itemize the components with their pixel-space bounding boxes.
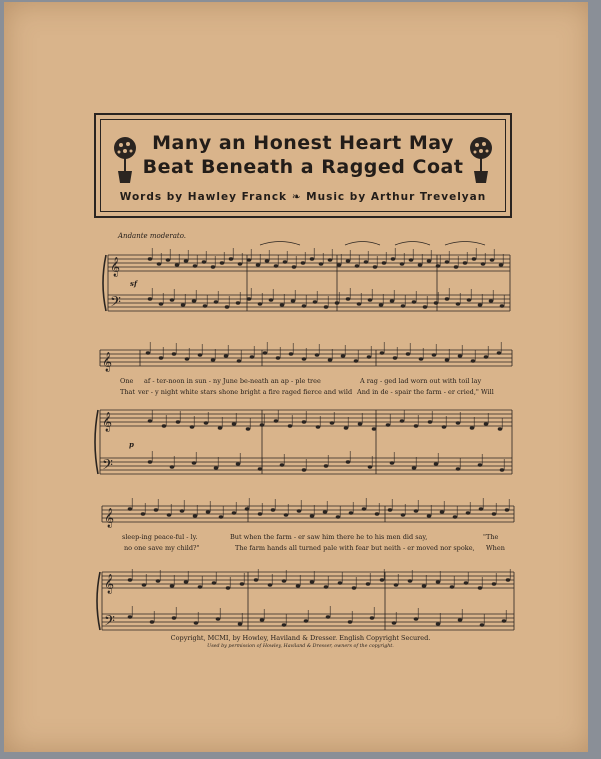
staff-brace: [95, 410, 98, 474]
note: [284, 513, 289, 516]
note: [484, 355, 489, 358]
note: [302, 357, 307, 360]
note: [498, 427, 503, 430]
note: [392, 621, 397, 624]
bass-clef: 𝄢: [102, 457, 113, 477]
note: [412, 466, 417, 469]
note: [159, 356, 164, 359]
note: [467, 298, 472, 301]
lyric-verse1-pickup: One: [120, 377, 134, 385]
bass-clef: 𝄢: [104, 613, 115, 633]
note: [346, 460, 351, 463]
note: [128, 578, 133, 581]
note: [268, 583, 273, 586]
note: [260, 423, 265, 426]
note: [296, 584, 301, 587]
note: [258, 302, 263, 305]
note: [348, 620, 353, 623]
note: [232, 422, 237, 425]
note: [218, 426, 223, 429]
note: [170, 465, 175, 468]
note: [274, 419, 279, 422]
note: [380, 351, 385, 354]
note: [436, 622, 441, 625]
note: [315, 353, 320, 356]
dynamic-marking-p: p: [129, 440, 134, 449]
note: [324, 464, 329, 467]
note: [409, 258, 414, 261]
note: [219, 515, 224, 518]
note: [480, 623, 485, 626]
note: [214, 466, 219, 469]
note: [352, 586, 357, 589]
note: [324, 585, 329, 588]
note: [172, 616, 177, 619]
note: [502, 619, 507, 622]
note: [458, 618, 463, 621]
note: [500, 304, 505, 307]
note: [366, 582, 371, 585]
note: [432, 353, 437, 356]
note: [128, 507, 133, 510]
note: [373, 265, 378, 268]
lyric-verse2-line: The farm hands all turned pale with fear but neith - er moved nor spoke,: [235, 544, 475, 552]
note: [292, 265, 297, 268]
note: [211, 265, 216, 268]
note: [316, 425, 321, 428]
bass-clef: 𝄢: [110, 294, 121, 314]
note: [282, 623, 287, 626]
note: [288, 424, 293, 427]
note: [214, 300, 219, 303]
note: [229, 257, 234, 260]
note: [313, 300, 318, 303]
lyric-verse1-line: But when the farm - er saw him there he to his men did say,: [230, 533, 428, 541]
lyric-verse2-line: no one save my child?": [124, 544, 200, 552]
note: [456, 467, 461, 470]
note: [489, 299, 494, 302]
note: [226, 586, 231, 589]
note: [453, 515, 458, 518]
note: [176, 420, 181, 423]
note: [193, 514, 198, 517]
note: [224, 354, 229, 357]
note: [302, 468, 307, 471]
note: [388, 508, 393, 511]
copyright-notice: Copyright, MCMI, by Howley, Haviland & Dresser. English Copyright Secured.: [170, 634, 431, 642]
note: [180, 509, 185, 512]
note: [269, 298, 274, 301]
note: [170, 298, 175, 301]
note: [440, 510, 445, 513]
note: [456, 302, 461, 305]
note: [203, 304, 208, 307]
note: [326, 615, 331, 618]
note: [246, 427, 251, 430]
note: [391, 257, 396, 260]
note: [422, 584, 427, 587]
note: [142, 583, 147, 586]
note: [463, 261, 468, 264]
note: [400, 419, 405, 422]
slur: [445, 242, 485, 246]
note: [336, 515, 341, 518]
note: [466, 511, 471, 514]
note: [274, 264, 279, 267]
note: [344, 426, 349, 429]
note: [364, 260, 369, 263]
note: [478, 586, 483, 589]
note: [370, 616, 375, 619]
note: [159, 302, 164, 305]
note: [481, 262, 486, 265]
note: [346, 259, 351, 262]
note: [445, 297, 450, 300]
note: [211, 358, 216, 361]
note: [355, 264, 360, 267]
note: [304, 619, 309, 622]
note: [423, 305, 428, 308]
slur: [345, 242, 380, 246]
lyric-verse1-line: af - ter-noon in sun - ny June be-neath an ap - ple tree: [144, 377, 321, 385]
note: [194, 621, 199, 624]
note: [260, 618, 265, 621]
note: [358, 422, 363, 425]
note: [505, 508, 510, 511]
note: [193, 264, 198, 267]
note: [436, 264, 441, 267]
note: [406, 352, 411, 355]
lyric-verse2-pickup: That: [120, 388, 136, 396]
note: [212, 581, 217, 584]
treble-clef: 𝄞: [104, 574, 115, 594]
note: [472, 257, 477, 260]
note: [427, 514, 432, 517]
note: [291, 299, 296, 302]
note: [240, 582, 245, 585]
note: [442, 425, 447, 428]
note: [341, 354, 346, 357]
note: [328, 358, 333, 361]
note: [256, 263, 261, 266]
note: [499, 263, 504, 266]
note: [367, 355, 372, 358]
note: [280, 463, 285, 466]
note: [202, 260, 207, 263]
note: [414, 424, 419, 427]
note: [479, 507, 484, 510]
note: [236, 301, 241, 304]
note: [390, 299, 395, 302]
note: [497, 351, 502, 354]
note: [310, 257, 315, 260]
note: [263, 351, 268, 354]
note: [335, 301, 340, 304]
note: [323, 510, 328, 513]
note: [368, 465, 373, 468]
note: [414, 617, 419, 620]
note: [500, 468, 505, 471]
note: [238, 622, 243, 625]
note: [324, 305, 329, 308]
note: [146, 351, 151, 354]
note: [418, 263, 423, 266]
note: [471, 359, 476, 362]
note: [156, 579, 161, 582]
note: [216, 617, 221, 620]
slur: [260, 242, 300, 246]
note: [338, 581, 343, 584]
credits: Words by Hawley Franck ❧ Music by Arthur Trevelyan: [119, 191, 487, 203]
note: [346, 297, 351, 300]
note: [434, 462, 439, 465]
note: [302, 304, 307, 307]
note: [419, 357, 424, 360]
note: [450, 585, 455, 588]
note: [297, 509, 302, 512]
lyric-verse1-line: sleep-ing peace-ful - ly.: [122, 533, 198, 541]
note: [408, 579, 413, 582]
note: [247, 297, 252, 300]
note: [434, 301, 439, 304]
note: [167, 513, 172, 516]
note: [250, 355, 255, 358]
note: [380, 578, 385, 581]
note: [379, 303, 384, 306]
note: [237, 359, 242, 362]
note: [454, 265, 459, 268]
treble-clef: 𝄞: [104, 508, 115, 528]
note: [386, 423, 391, 426]
note: [401, 304, 406, 307]
note: [150, 620, 155, 623]
note: [172, 352, 177, 355]
note: [190, 425, 195, 428]
note: [254, 578, 259, 581]
note: [412, 300, 417, 303]
note: [428, 420, 433, 423]
note: [506, 578, 511, 581]
note: [492, 582, 497, 585]
note: [271, 508, 276, 511]
note: [337, 263, 342, 266]
treble-clef: 𝄞: [110, 257, 121, 277]
note: [181, 303, 186, 306]
note: [236, 462, 241, 465]
note: [258, 512, 263, 515]
staff-brace: [103, 255, 106, 311]
lyric-verse1-line: "The: [483, 533, 499, 541]
permission-notice: Used by permission of Howley, Haviland & Dresser, owners of the copyright.: [207, 644, 394, 649]
note: [390, 461, 395, 464]
note: [372, 427, 377, 430]
note: [258, 467, 263, 470]
note: [445, 260, 450, 263]
note: [414, 509, 419, 512]
note: [238, 262, 243, 265]
note: [400, 262, 405, 265]
note: [184, 580, 189, 583]
note: [128, 615, 133, 618]
note: [148, 419, 153, 422]
note: [245, 507, 250, 510]
note: [162, 424, 167, 427]
staff-brace: [97, 572, 100, 630]
note: [148, 257, 153, 260]
note: [368, 298, 373, 301]
note: [141, 512, 146, 515]
note: [319, 262, 324, 265]
note: [204, 421, 209, 424]
treble-clef: 𝄞: [102, 412, 113, 432]
note: [478, 303, 483, 306]
title-line-2: Beat Beneath a Ragged Coat: [142, 156, 464, 178]
lyric-verse2-line: ver - y night white stars shone bright a fire raged fierce and wild: [138, 388, 353, 396]
note: [148, 297, 153, 300]
note: [484, 422, 489, 425]
title-line-1: Many an Honest Heart May: [152, 132, 454, 154]
lyric-verse1-line: A rag - ged lad worn out with toil lay: [360, 377, 482, 385]
note: [192, 461, 197, 464]
note: [310, 580, 315, 583]
slur: [395, 242, 430, 246]
note: [232, 511, 237, 514]
note: [148, 460, 153, 463]
note: [206, 510, 211, 513]
note: [375, 512, 380, 515]
note: [445, 358, 450, 361]
treble-clef: 𝄞: [102, 352, 113, 372]
note: [490, 258, 495, 261]
note: [157, 262, 162, 265]
note: [456, 421, 461, 424]
note: [247, 258, 252, 261]
note: [357, 302, 362, 305]
note: [198, 585, 203, 588]
lyric-verse2-line: When: [486, 544, 505, 552]
note: [478, 463, 483, 466]
note: [362, 507, 367, 510]
note: [302, 420, 307, 423]
note: [166, 258, 171, 261]
note: [170, 584, 175, 587]
tempo-marking: Andante moderato.: [118, 232, 187, 240]
note: [354, 359, 359, 362]
note: [289, 352, 294, 355]
lyric-verse2-line: And in de - spair the farm - er cried," Will: [357, 388, 494, 396]
dynamic-marking-sf: sf: [130, 279, 137, 288]
note: [382, 261, 387, 264]
note: [328, 258, 333, 261]
note: [470, 426, 475, 429]
note: [265, 259, 270, 262]
note: [175, 263, 180, 266]
note: [427, 259, 432, 262]
note: [184, 259, 189, 262]
note: [330, 421, 335, 424]
note: [436, 580, 441, 583]
note: [225, 305, 230, 308]
note: [401, 513, 406, 516]
note: [220, 261, 225, 264]
note: [349, 511, 354, 514]
note: [185, 357, 190, 360]
note: [393, 356, 398, 359]
note: [276, 356, 281, 359]
note: [464, 581, 469, 584]
note: [283, 260, 288, 263]
note: [458, 354, 463, 357]
note: [282, 579, 287, 582]
note: [394, 583, 399, 586]
note: [492, 512, 497, 515]
note: [154, 508, 159, 511]
note: [301, 261, 306, 264]
note: [198, 353, 203, 356]
note: [192, 299, 197, 302]
note: [280, 303, 285, 306]
note: [310, 514, 315, 517]
